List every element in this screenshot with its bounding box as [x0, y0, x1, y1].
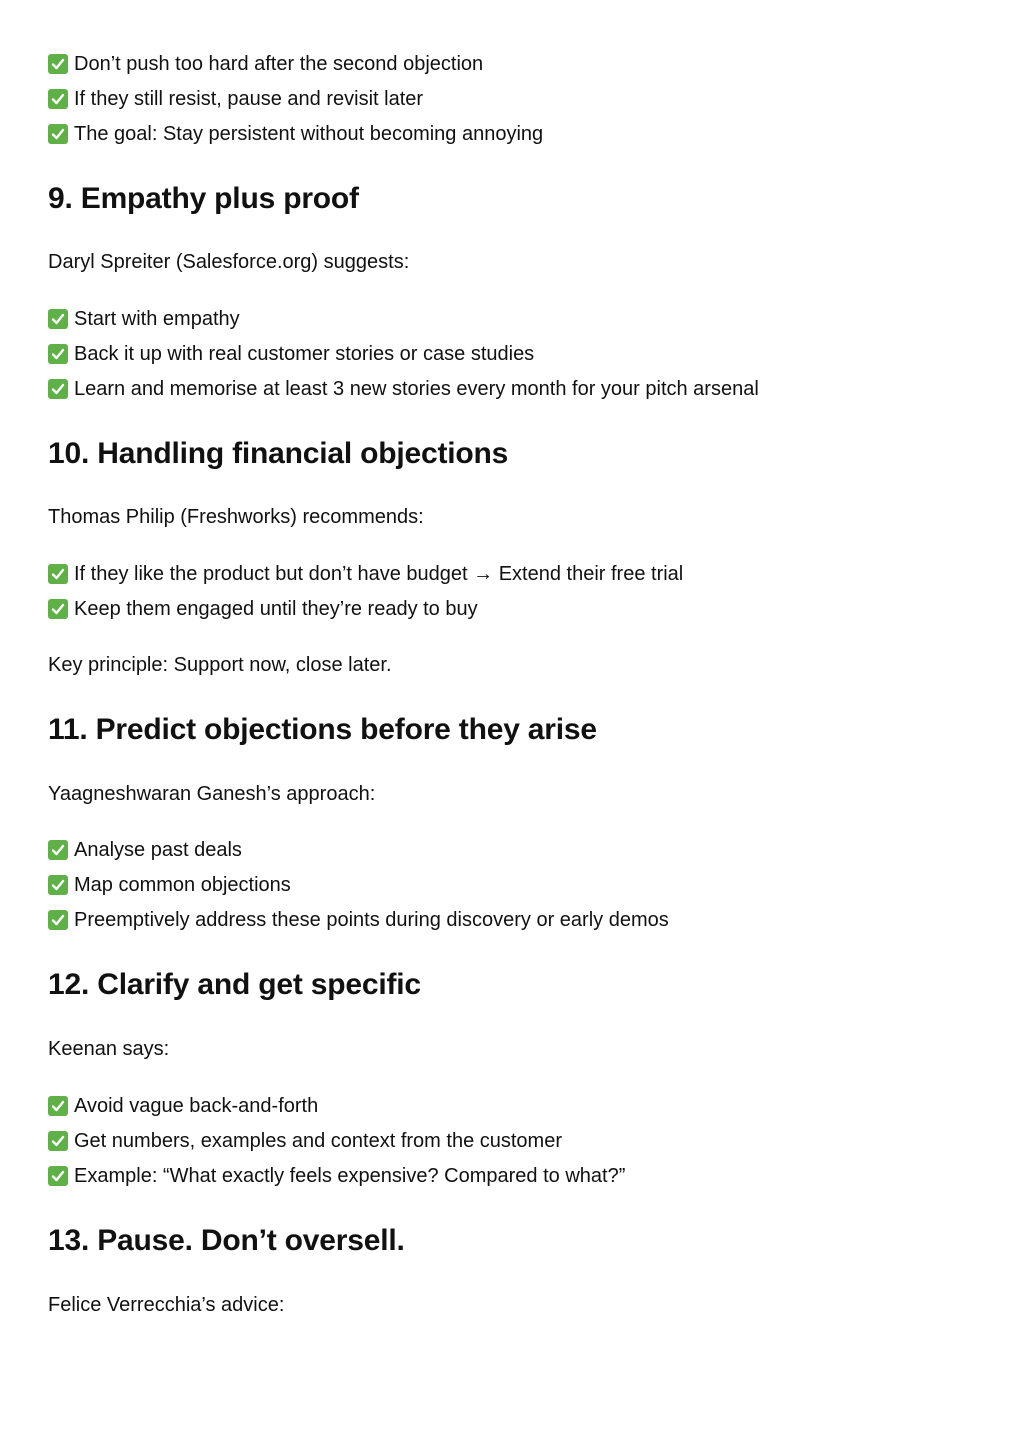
check-mark-icon: [48, 910, 68, 930]
check-mark-icon: [48, 124, 68, 144]
list-item: [48, 1158, 625, 1193]
section-intro: Daryl Spreiter (Salesforce.org) suggests:: [48, 251, 410, 273]
section-checklist: [48, 301, 759, 406]
list-item-text: Avoid vague back-and-forth: [74, 1094, 319, 1117]
check-mark-icon: [48, 54, 68, 74]
list-item: [48, 371, 759, 406]
list-item: [48, 867, 669, 902]
list-item-text: Map common objections: [74, 873, 291, 896]
intro-checklist: [48, 46, 543, 151]
check-mark-icon: [48, 564, 68, 584]
check-mark-icon: [48, 89, 68, 109]
list-item-text: Back it up with real customer stories or case studies: [74, 342, 535, 365]
list-item: [48, 116, 543, 151]
check-mark-icon: [48, 875, 68, 895]
check-mark-icon: [48, 379, 68, 399]
section-heading: 11. Predict objections before they arise: [48, 713, 597, 746]
check-mark-icon: [48, 840, 68, 860]
check-mark-icon: [48, 1166, 68, 1186]
section-heading: 13. Pause. Don’t oversell.: [48, 1224, 405, 1257]
section-heading: 9. Empathy plus proof: [48, 182, 359, 215]
check-mark-icon: [48, 309, 68, 329]
section-note: Key principle: Support now, close later.: [48, 654, 392, 676]
list-item-text: Start with empathy: [74, 307, 240, 330]
list-item-text: The goal: Stay persistent without becoming annoying: [74, 122, 544, 145]
check-mark-icon: [48, 344, 68, 364]
list-item: [48, 81, 543, 116]
list-item-text: Don’t push too hard after the second objection: [74, 52, 484, 75]
list-item: [48, 556, 683, 591]
list-item-text: Analyse past deals: [74, 838, 242, 861]
list-item: [48, 336, 759, 371]
list-item-text: If they like the product but don’t have budget → Extend their free trial: [74, 562, 684, 585]
section-checklist: [48, 556, 683, 626]
list-item-text: Get numbers, examples and context from the customer: [74, 1129, 562, 1152]
section-checklist: [48, 1088, 625, 1193]
section-heading: 10. Handling financial objections: [48, 437, 509, 470]
list-item: [48, 1088, 625, 1123]
check-mark-icon: [48, 1096, 68, 1116]
section-checklist: [48, 832, 669, 937]
list-item-text: Example: “What exactly feels expensive? Compared to what?”: [74, 1164, 626, 1187]
list-item-text: Preemptively address these points during discovery or early demos: [74, 908, 669, 931]
list-item: [48, 832, 669, 867]
list-item: [48, 1123, 625, 1158]
section-intro: Thomas Philip (Freshworks) recommends:: [48, 506, 424, 528]
section-intro: Yaagneshwaran Ganesh’s approach:: [48, 783, 376, 805]
section-heading: 12. Clarify and get specific: [48, 968, 421, 1001]
list-item-text: Keep them engaged until they’re ready to buy: [74, 597, 478, 620]
list-item: [48, 46, 543, 81]
section-intro: Keenan says:: [48, 1038, 170, 1060]
check-mark-icon: [48, 599, 68, 619]
list-item: [48, 591, 683, 626]
list-item: [48, 301, 759, 336]
list-item: [48, 902, 669, 937]
check-mark-icon: [48, 1131, 68, 1151]
section-intro: Felice Verrecchia’s advice:: [48, 1294, 285, 1316]
list-item-text: If they still resist, pause and revisit later: [74, 87, 424, 110]
list-item-text: Learn and memorise at least 3 new stories every month for your pitch arsenal: [74, 377, 759, 400]
